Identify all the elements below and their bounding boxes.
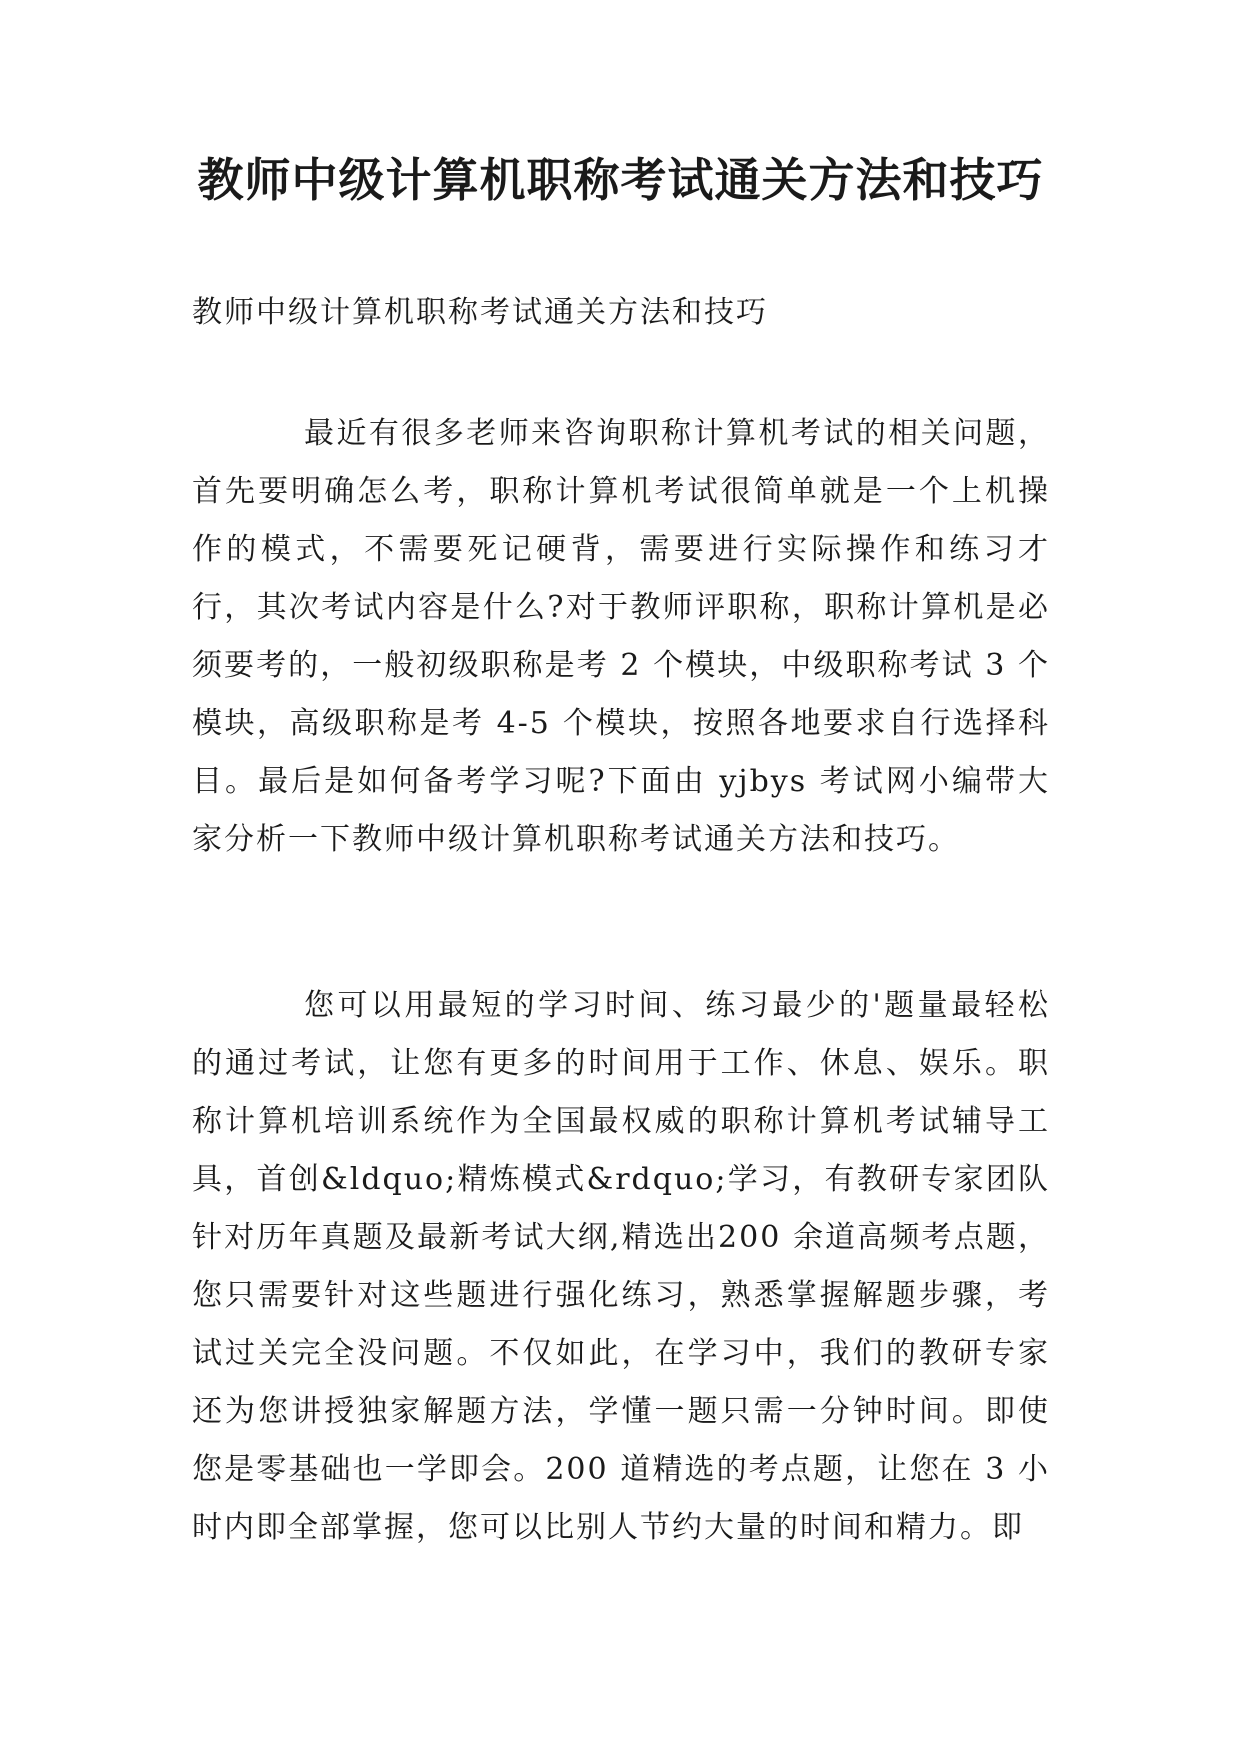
document-subtitle: 教师中级计算机职称考试通关方法和技巧 <box>192 295 768 330</box>
document-title: 教师中级计算机职称考试通关方法和技巧 <box>197 153 1044 207</box>
body-paragraph: 您可以用最短的学习时间、练习最少的'题量最轻松的通过考试，让您有更多的时间用于工作、休息、娱乐。职称计算机培训系统作为全国最权威的职称计算机考试辅导工具，首创&ldquo;精炼模式&rdquo;学习，有教研专家团队针对历年真题及最新考试大纲,精选出200 余道高频考点题，您只需要针对这些题进行强化练习，熟悉掌握解题步骤，考试过关完全没问题。不仅如此，在学习中，我们的教研专家还为您讲授独家解题方法，学懂一题只需一分钟时间。即使您是零基础也一学即会。200 道精选的考点题，让您在 3 小时内即全部掌握，您可以比别人节约大量的时间和精力。即 <box>192 988 1050 1545</box>
body-paragraph: 最近有很多老师来咨询职称计算机考试的相关问题，首先要明确怎么考，职称计算机考试很简单就是一个上机操作的模式，不需要死记硬背，需要进行实际操作和练习才行，其次考试内容是什么?对于教师评职称，职称计算机是必须要考的，一般初级职称是考 2 个模块，中级职称考试 3 个模块，高级职称是考 4-5 个模块，按照各地要求自行选择科目。最后是如何备考学习呢?下面由 yjbys 考试网小编带大家分析一下教师中级计算机职称考试通关方法和技巧。 <box>192 416 1050 857</box>
